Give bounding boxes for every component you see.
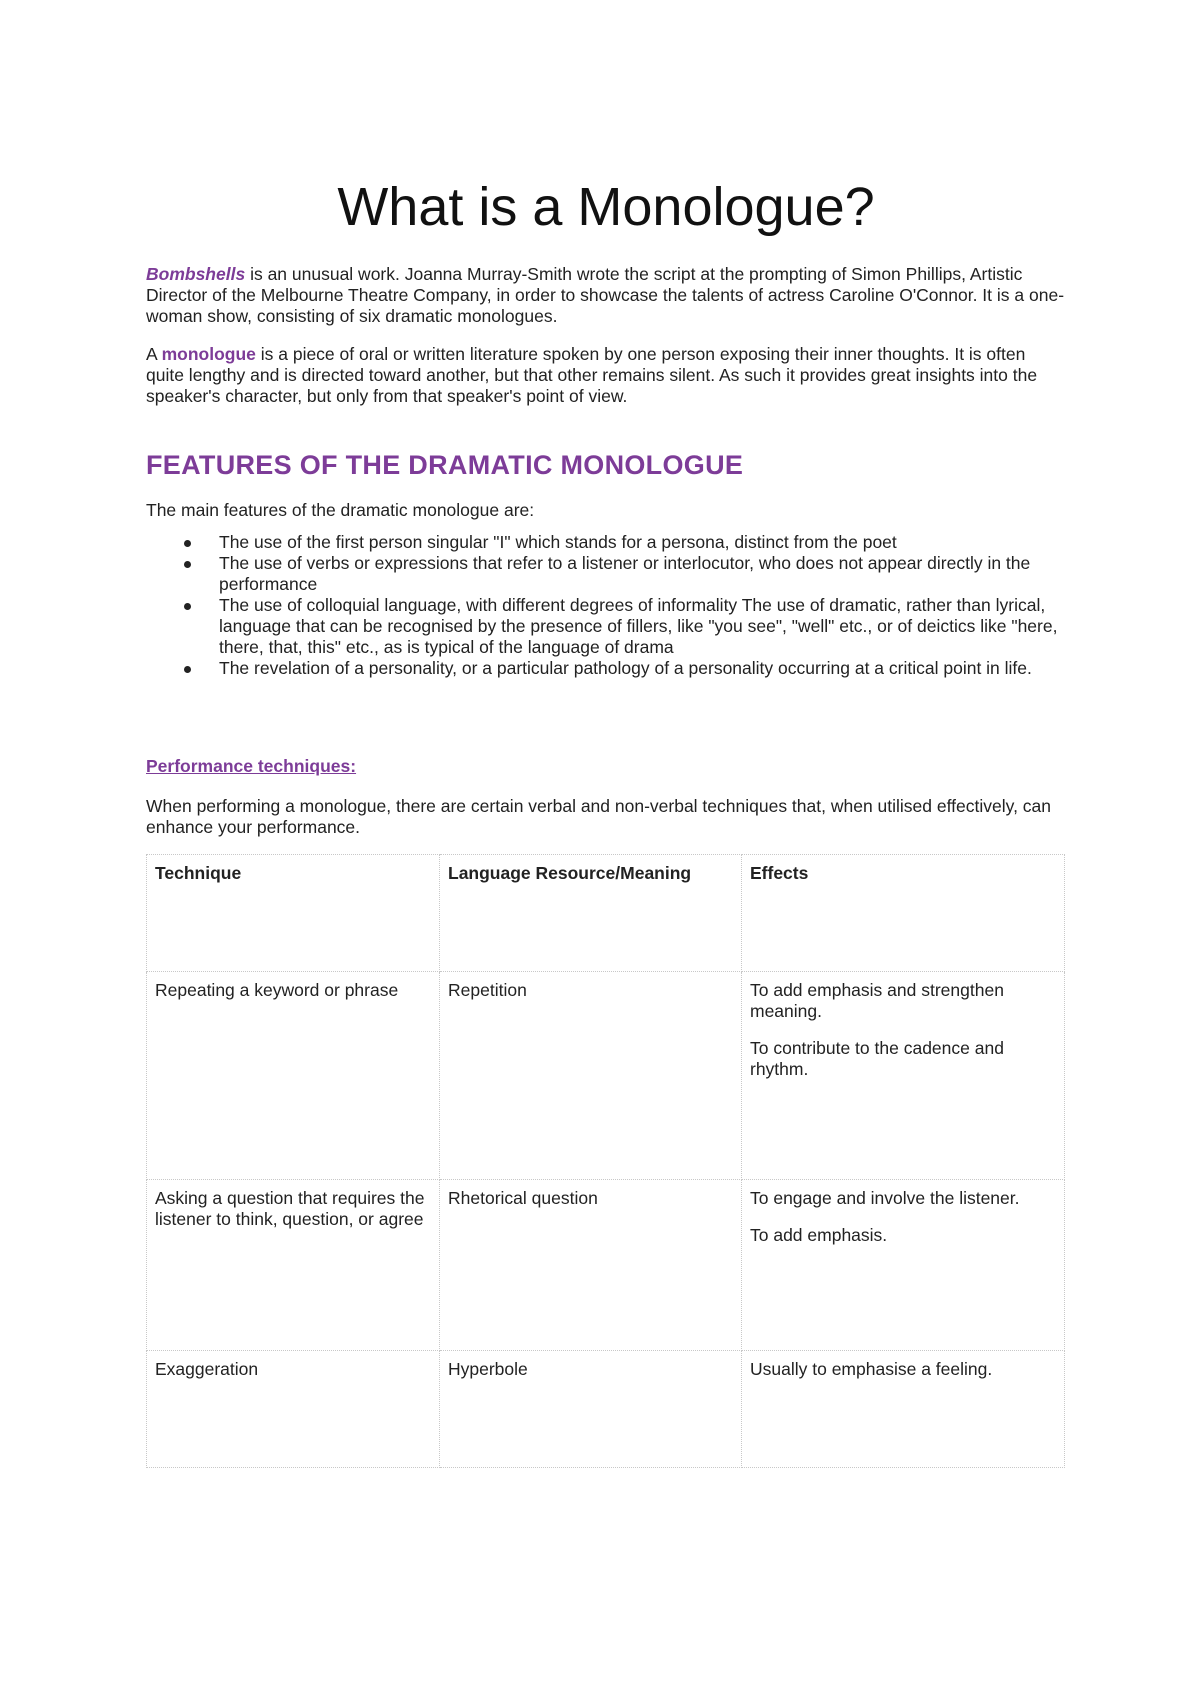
performance-heading: Performance techniques: bbox=[146, 756, 357, 776]
cell-technique: Asking a question that requires the listener to think, question, or agree bbox=[147, 1180, 440, 1351]
table-header-row bbox=[147, 855, 1065, 972]
definition-prefix: A bbox=[146, 344, 162, 364]
page-title: What is a Monologue? bbox=[337, 177, 875, 237]
intro-lead-word: Bombshells bbox=[146, 264, 246, 284]
cell-effects: To engage and involve the listener. To add emphasis. bbox=[742, 1180, 1065, 1351]
cell-technique: Repeating a keyword or phrase bbox=[147, 972, 440, 1180]
features-intro: The main features of the dramatic monologue are: bbox=[146, 500, 535, 520]
table-row bbox=[147, 972, 1065, 1180]
header-resource: Language Resource/Meaning bbox=[440, 855, 742, 972]
list-item: The use of the first person singular "I" which stands for a persona, distinct from the poet bbox=[146, 532, 1066, 553]
intro-paragraph bbox=[146, 264, 1066, 327]
bullet-icon bbox=[184, 666, 191, 673]
table-row bbox=[147, 1351, 1065, 1468]
performance-intro: When performing a monologue, there are certain verbal and non-verbal techniques that, when utilised effectively, can enhance your performance. bbox=[146, 796, 1052, 837]
header-technique: Technique bbox=[147, 855, 440, 972]
techniques-table bbox=[146, 854, 1065, 1468]
list-item: The revelation of a personality, or a particular pathology of a personality occurring at a critical point in life. bbox=[146, 658, 1066, 679]
definition-term: monologue bbox=[161, 344, 256, 364]
header-effects: Effects bbox=[742, 855, 1065, 972]
list-item: The use of colloquial language, with different degrees of informality The use of dramatic, rather than lyrical, language that can be recognised by the presence of fillers, like "you see", "well" etc., or of deictics like "here, there, that, this" etc., as is typical of the language of drama bbox=[146, 595, 1066, 658]
bullet-icon bbox=[184, 603, 191, 610]
features-list bbox=[146, 532, 1066, 679]
cell-effects: To add emphasis and strengthen meaning. To contribute to the cadence and rhythm. bbox=[742, 972, 1065, 1180]
table-row bbox=[147, 1180, 1065, 1351]
features-heading: FEATURES OF THE DRAMATIC MONOLOGUE bbox=[146, 450, 744, 480]
intro-text: is an unusual work. Joanna Murray-Smith wrote the script at the prompting of Simon Phillips, Artistic Director of the Melbourne Theatre Company, in order to showcase the talents of actress Caroline O'Connor. It is a one-woman show, consisting of six dramatic monologues. bbox=[146, 264, 1065, 326]
list-item: The use of verbs or expressions that refer to a listener or interlocutor, who does not appear directly in the performance bbox=[146, 553, 1066, 595]
bullet-icon bbox=[184, 561, 191, 568]
cell-resource: Rhetorical question bbox=[440, 1180, 742, 1351]
cell-resource: Hyperbole bbox=[440, 1351, 742, 1468]
definition-text: is a piece of oral or written literature spoken by one person exposing their inner thoughts. It is often quite lengthy and is directed toward another, but that other remains silent. As such it provides great insights into the speaker's character, but only from that speaker's point of view. bbox=[146, 344, 1038, 406]
cell-resource: Repetition bbox=[440, 972, 742, 1180]
cell-technique: Exaggeration bbox=[147, 1351, 440, 1468]
definition-paragraph bbox=[146, 344, 1066, 407]
bullet-icon bbox=[184, 540, 191, 547]
cell-effects: Usually to emphasise a feeling. bbox=[742, 1351, 1065, 1468]
